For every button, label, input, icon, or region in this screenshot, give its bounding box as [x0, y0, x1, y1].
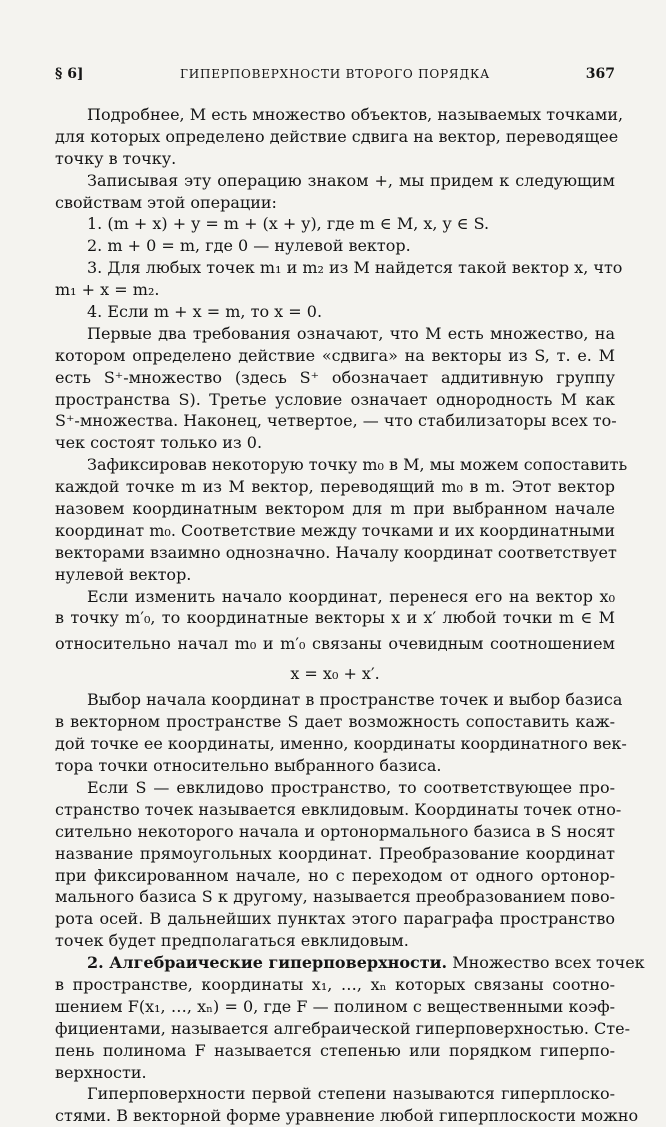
line-text: при фиксированном начале, но с переходом от одного ортонор- — [55, 865, 615, 885]
line-text: дой точке ее координаты, именно, координаты координатного век- — [55, 734, 627, 754]
line-text: Зафиксировав некоторую точку m₀ в M, мы можем сопоставить — [87, 455, 628, 475]
text-line — [55, 1062, 615, 1084]
line-text: 1. (m + x) + y = m + (x + y), где m ∈ M, x, y ∈ S. — [87, 214, 490, 234]
line-text: нулевой вектор. — [55, 564, 192, 584]
text-line — [55, 367, 615, 389]
line-text: каждой точке m из M вектор, переводящий m₀ в m. Этот вектор — [55, 477, 615, 497]
text-line — [55, 192, 615, 214]
text-line — [55, 586, 615, 608]
line-text: Гиперповерхности первой степени называются гиперплоско- — [87, 1084, 615, 1104]
text-line — [55, 733, 627, 755]
line-text: относительно начал m₀ и m′₀ связаны очевидным соотношением — [55, 634, 615, 654]
line-text: Множество всех точек — [447, 953, 645, 973]
line-text: в векторном пространстве S дает возможность сопоставить каж- — [55, 712, 615, 732]
text-line — [55, 843, 615, 865]
line-text: 3. Для любых точек m₁ и m₂ из M найдется такой вектор x, что — [87, 258, 623, 278]
text-line — [55, 865, 615, 887]
subsection-heading: 2. Алгебраические гиперповерхности. — [87, 953, 448, 973]
line-text: S⁺-множества. Наконец, четвертое, — что стабилизаторы всех то- — [55, 411, 617, 431]
text-line — [55, 301, 615, 323]
line-text: точек будет предполагаться евклидовым. — [55, 931, 409, 951]
text-line — [55, 257, 623, 279]
text-line — [55, 476, 615, 498]
line-text: верхности. — [55, 1062, 147, 1082]
line-text: назовем координатным вектором для m при выбранном начале — [55, 499, 615, 519]
text-line — [55, 1083, 615, 1105]
line-text: Первые два требования означают, что M есть множество, на — [87, 323, 615, 343]
line-text: координат m₀. Соответствие между точками и их координатными — [55, 520, 615, 540]
line-text: 2. m + 0 = m, где 0 — нулевой вектор. — [87, 236, 411, 256]
text-line — [55, 279, 615, 301]
text-line — [55, 410, 615, 432]
section-marker: § 6] — [55, 66, 84, 82]
line-text: Записывая эту операцию знаком +, мы придем к следующим — [87, 170, 615, 190]
line-text: сительно некоторого начала и ортонормального базиса в S носят — [55, 821, 615, 841]
text-line — [55, 689, 623, 711]
line-text: в точку m′₀, то координатные векторы x и x′ любой точки m ∈ M — [55, 608, 615, 628]
text-line — [55, 799, 622, 821]
text-line — [55, 389, 615, 411]
text-line — [55, 564, 615, 586]
text-line — [55, 711, 615, 733]
line-text: есть S⁺-множество (здесь S⁺ обозначает аддитивную группу — [55, 367, 615, 387]
line-text: пень полинома F называется степенью или порядком гиперпо- — [55, 1040, 615, 1060]
text-line — [55, 659, 615, 689]
line-text: тора точки относительно выбранного базиса. — [55, 756, 442, 776]
text-line — [55, 777, 615, 799]
text-line — [55, 542, 615, 564]
line-text: рота осей. В дальнейших пунктах этого параграфа пространство — [55, 909, 615, 929]
line-text: Подробнее, M есть множество объектов, называемых точками, — [87, 105, 624, 124]
line-text: чек состоят только из 0. — [55, 433, 263, 453]
text-line — [55, 148, 615, 170]
page-number: 367 — [585, 66, 615, 82]
line-text: котором определено действие «сдвига» на векторы из S, т. е. M — [55, 345, 615, 365]
text-line — [55, 323, 615, 345]
line-text: стями. В векторной форме уравнение любой гиперплоскости можно — [55, 1106, 639, 1126]
line-text: пространства S). Третье условие означает однородность M как — [55, 389, 615, 409]
line-text: фициентами, называется алгебраической гиперповерхностью. Сте- — [55, 1018, 630, 1038]
text-line — [55, 821, 615, 843]
text-line — [55, 952, 645, 974]
text-line — [55, 454, 628, 476]
text-line — [55, 520, 615, 542]
line-text: в пространстве, координаты x₁, …, xₙ которых связаны соотно- — [55, 974, 615, 994]
line-text: векторами взаимно однозначно. Началу координат соответствует — [55, 542, 617, 562]
text-line — [55, 104, 624, 126]
text-line — [55, 607, 615, 629]
line-text: 4. Если m + x = m, то x = 0. — [87, 302, 323, 322]
text-line — [55, 886, 615, 908]
page-body — [55, 104, 645, 1127]
text-line — [55, 755, 615, 777]
text-line — [55, 345, 615, 367]
text-line — [55, 432, 615, 454]
text-line — [55, 498, 615, 520]
line-text: Выбор начала координат в пространстве точек и выбор базиса — [87, 690, 623, 710]
running-title: ГИПЕРПОВЕРХНОСТИ ВТОРОГО ПОРЯДКА — [180, 67, 490, 81]
text-line — [55, 974, 615, 996]
text-line — [55, 213, 615, 235]
line-text: Если S — евклидово пространство, то соответствующее про- — [87, 777, 615, 797]
line-text: шением F(x₁, …, xₙ) = 0, где F — полином с вещественными коэф- — [55, 996, 615, 1016]
text-line — [55, 235, 615, 257]
text-line — [55, 629, 615, 659]
text-line — [55, 996, 615, 1018]
line-text: название прямоугольных координат. Преобразование координат — [55, 843, 615, 863]
text-line — [55, 908, 615, 930]
text-line — [55, 1040, 615, 1062]
line-text: Если изменить начало координат, перенеся его на вектор x₀ — [87, 586, 615, 606]
running-header — [55, 64, 615, 86]
line-text: для которых определено действие сдвига на вектор, переводящее — [55, 126, 619, 146]
text-line — [55, 1105, 639, 1127]
text-line — [55, 930, 615, 952]
text-line — [55, 1018, 630, 1040]
line-text: странство точек называется евклидовым. Координаты точек отно- — [55, 799, 622, 819]
line-text: мального базиса S к другому, называется преобразованием пово- — [55, 887, 615, 907]
line-text: x = x₀ + x′. — [290, 664, 380, 684]
line-text: свойствам этой операции: — [55, 192, 277, 212]
text-line — [55, 170, 615, 192]
line-text: точку в точку. — [55, 148, 177, 168]
line-text: m₁ + x = m₂. — [55, 280, 160, 300]
text-line — [55, 126, 619, 148]
